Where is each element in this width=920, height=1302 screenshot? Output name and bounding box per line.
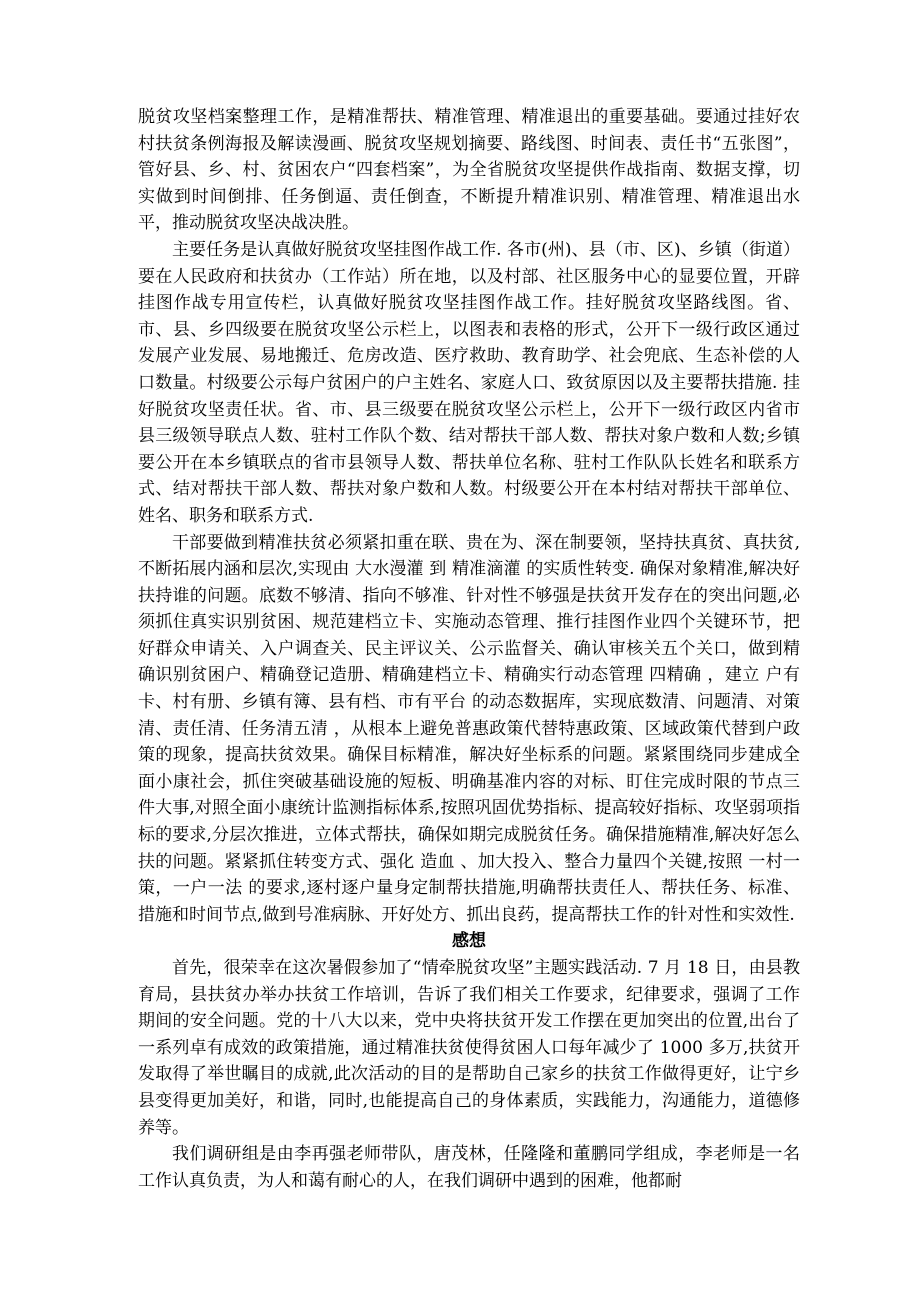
paragraph-main-tasks: 主要任务是认真做好脱贫攻坚挂图作战工作. 各市(州)、县（市、区)、乡镇（街道）要在人民政府和扶贫办（工作站）所在地，以及村部、社区服务中心的显要位置，开辟挂图作战专用宣传栏，认真做好脱贫攻坚挂图作战工作。挂好脱贫攻坚路线图。省、市、县、乡四级要在脱贫攻坚公示栏上，以图表和表格的形式，公开下一级行政区通过发展产业发展、易地搬迁、危房改造、医疗救助、教育助学、社会兜底、生态补偿的人口数量。村级要公示每户贫困户的户主姓名、家庭人口、致贫原因以及主要帮扶措施. 挂好脱贫攻坚责任状。省、市、县三级要在脱贫攻坚公示栏上，公开下一级行政区内省市县三级领导联点人数、驻村工作队个数、结对帮扶干部人数、帮扶对象户数和人数;乡镇要公开在本乡镇联点的省市县领导人数、帮扶单位名称、驻村工作队队长姓名和联系方式、结对帮扶干部人数、帮扶对象户数和人数。村级要公开在本村结对帮扶干部单位、姓名、职务和联系方式. xyxy=(138,239,800,526)
paragraph-research-group: 我们调研组是由李再强老师带队，唐茂林，任隆隆和董鹏同学组成，李老师是一名工作认真负责，为人和蔼有耐心的人，在我们调研中遇到的困难，他都耐 xyxy=(138,1144,800,1191)
paragraph-precision-poverty: 干部要做到精准扶贫必须紧扣重在联、贵在为、深在制要领，坚持扶真贫、真扶贫,不断拓展内涵和层次,实现由 大水漫灌 到 精准滴灌 的实质性转变. 确保对象精准,解决好扶持谁的问题。底数不够清、指向不够准、针对性不够强是扶贫开发存在的突出问题,必须抓住真实识别贫困、规范建档立卡、实施动态管理、推行挂图作业四个关键环节，把好群众申请关、入户调查关、民主评议关、公示监督关、确认审核关五个关口，做到精确识别贫困户、精确登记造册、精确建档立卡、精确实行动态管理 四精确 ，建立 户有卡、村有册、乡镇有簿、县有档、市有平台 的动态数据库，实现底数清、问题清、对策清、责任清、任务清五清 ，从根本上避免普惠政策代替特惠政策、区域政策代替到户政策的现象，提高扶贫效果。确保目标精准，解决好坐标系的问题。紧紧围绕同步建成全面小康社会，抓住突破基础设施的短板、明确基准内容的对标、盯住完成时限的节点三件大事,对照全面小康统计监测指标体系,按照巩固优势指标、提高较好指标、攻坚弱项指标的要求,分层次推进，立体式帮扶，确保如期完成脱贫任务。确保措施精准,解决好怎么扶的问题。紧紧抓住转变方式、强化 造血 、加大投入、整合力量四个关键,按照 一村一策，一户一法 的要求,逐村逐户量身定制帮扶措施,明确帮扶责任人、帮扶任务、标准、措施和时间节点,做到号准病脉、开好处方、抓出良药，提高帮扶工作的针对性和实效性. xyxy=(138,532,800,925)
section-heading-reflections: 感想 xyxy=(452,931,486,952)
paragraph-reflection-first: 首先，很荣幸在这次暑假参加了“情牵脱贫攻坚”主题实践活动. 7 月 18 日，由县教育局，县扶贫办举办扶贫工作培训，告诉了我们相关工作要求，纪律要求，强调了工作期间的安全问题。党的十八大以来，党中央将扶贫开发工作摆在更加突出的位置,出台了一系列卓有成效的政策措施，通过精准扶贫使得贫困人口每年减少了 1000 多万,扶贫开发取得了举世瞩目的成就,此次活动的目的是帮助自己家乡的扶贫工作做得更好，让宁乡县变得更加美好，和谐，同时,也能提高自己的身体素质，实践能力，沟通能力，道德修养等。 xyxy=(138,958,800,1138)
document-page xyxy=(138,104,800,1194)
paragraph-archive-work: 脱贫攻坚档案整理工作，是精准帮扶、精准管理、精准退出的重要基础。要通过挂好农村扶贫条例海报及解读漫画、脱贫攻坚规划摘要、路线图、时间表、责任书“五张图”，管好县、乡、村、贫困农户“四套档案”，为全省脱贫攻坚提供作战指南、数据支撑，切实做到时间倒排、任务倒逼、责任倒查，不断提升精准识别、精准管理、精准退出水平，推动脱贫攻坚决战决胜。 xyxy=(138,107,800,234)
